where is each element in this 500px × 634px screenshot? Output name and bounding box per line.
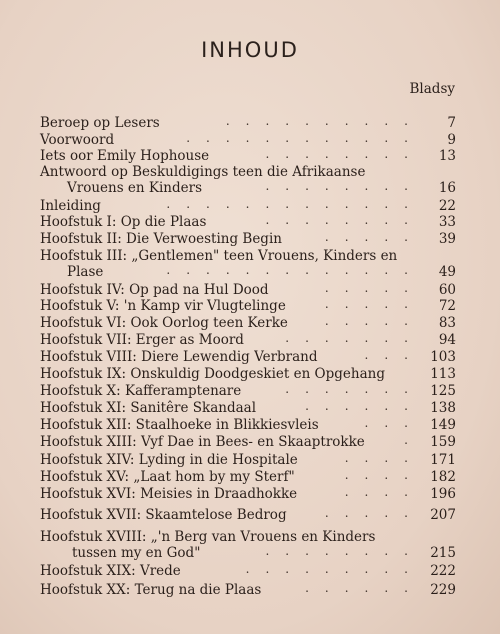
toc-entry-line — [40, 433, 456, 450]
toc-page-number: 103 — [430, 349, 456, 365]
dot-leader: ..... — [324, 314, 424, 328]
toc-entry — [40, 433, 456, 450]
toc-page-number: 16 — [438, 180, 456, 196]
dot-leader: .......... — [225, 114, 424, 128]
toc-entry — [40, 506, 456, 523]
dot-leader: ..... — [324, 281, 424, 295]
toc-entry-line — [40, 263, 456, 280]
dot-leader: ....... — [285, 382, 424, 396]
toc-page-number: 7 — [447, 115, 456, 131]
toc-entry-line — [40, 297, 456, 314]
dot-leader: ...... — [305, 581, 424, 595]
dot-leader: .... — [344, 451, 424, 465]
toc-entry-title: Hoofstuk XII: Staalhoeke in Blikkiesvleis — [40, 417, 319, 433]
toc-entry-line — [40, 544, 456, 561]
toc-entry-line — [40, 213, 456, 230]
toc-page-number: 207 — [430, 507, 456, 523]
dot-leader: . — [404, 433, 424, 447]
dot-leader: ... — [364, 416, 424, 430]
toc-entry-title: Hoofstuk XX: Terug na die Plaas — [40, 582, 262, 598]
toc-page-number: 229 — [430, 582, 456, 598]
toc-entry-title: Vrouens en Kinders — [67, 180, 203, 196]
toc-page-number: 113 — [430, 366, 456, 382]
toc-entry-title: tussen my en God" — [72, 545, 201, 561]
toc-entry-title: Hoofstuk VI: Ook Oorlog teen Kerke — [40, 315, 288, 331]
toc-entry-line — [40, 485, 456, 502]
toc-entry-title: Inleiding — [40, 198, 101, 214]
dot-leader: ...... — [305, 399, 424, 413]
toc-page-number: 182 — [430, 469, 456, 485]
toc-page-number: 171 — [430, 452, 456, 468]
dot-leader: ......... — [245, 562, 424, 576]
dot-leader: ........ — [265, 147, 424, 161]
toc-entry — [40, 485, 456, 502]
toc-page-number: 9 — [447, 132, 456, 148]
toc-page-number: 83 — [438, 315, 456, 331]
toc-entry-line — [40, 179, 456, 196]
toc-entry-title: Hoofstuk XVII: Skaamtelose Bedrog — [40, 507, 287, 523]
toc-entry-line — [40, 230, 456, 247]
toc-page-number: 94 — [438, 332, 456, 348]
page-title: INHOUD — [201, 38, 299, 62]
bladsy-column-header: Bladsy — [409, 81, 455, 97]
dot-leader: ........ — [265, 213, 424, 227]
toc-entry-title: Hoofstuk XV: „Laat hom by my Sterf" — [40, 469, 295, 485]
toc-entry — [40, 164, 456, 196]
toc-entry-title: Hoofstuk VIII: Diere Lewendig Verbrand — [40, 349, 318, 365]
toc-entry-title: Hoofstuk VII: Erger as Moord — [40, 332, 244, 348]
toc-entry — [40, 248, 456, 280]
dot-leader: ........ — [265, 544, 424, 558]
dot-leader: ............. — [166, 263, 424, 277]
toc-entry-line — [40, 382, 456, 399]
toc-page-number: 125 — [430, 383, 456, 399]
toc-page-number: 49 — [438, 264, 456, 280]
toc-entry-title: Hoofstuk IX: Onskuldig Doodgeskiet en Opgehang — [40, 366, 385, 382]
toc-page-number: 39 — [438, 231, 456, 247]
toc-entry-title: Hoofstuk I: Op die Plaas — [40, 214, 207, 230]
dot-leader: ........ — [265, 179, 424, 193]
toc-entry-title: Voorwoord — [40, 132, 115, 148]
toc-entry-line — [40, 451, 456, 468]
dot-leader: ....... — [285, 331, 424, 345]
toc-entry-title: Hoofstuk X: Kafferamptenare — [40, 383, 242, 399]
toc-page-number: 149 — [430, 417, 456, 433]
toc-entry — [40, 213, 456, 230]
toc-entry — [40, 399, 456, 416]
toc-entry — [40, 468, 456, 485]
toc-entry-line — [40, 348, 456, 365]
toc-entry — [40, 147, 456, 164]
toc-entry-line — [40, 562, 456, 579]
toc-entry-line — [40, 399, 456, 416]
toc-entry — [40, 314, 456, 331]
toc-entry-title: Beroep op Lesers — [40, 115, 160, 131]
toc-entry-title: Hoofstuk XIII: Vyf Dae in Bees- en Skaaptrokke — [40, 434, 365, 450]
toc-entry-title: Hoofstuk V: 'n Kamp vir Vlugtelinge — [40, 298, 286, 314]
toc-entry-line — [40, 366, 456, 382]
toc-entry-line — [40, 314, 456, 331]
toc-entry — [40, 451, 456, 468]
toc-page-number: 72 — [438, 298, 456, 314]
toc-entry — [40, 416, 456, 433]
toc-entry-title: Hoofstuk XI: Sanitêre Skandaal — [40, 400, 257, 416]
toc-entry-title: Plase — [67, 264, 104, 280]
toc-page-number: 215 — [430, 545, 456, 561]
toc-entry — [40, 114, 456, 131]
toc-entry-title: Hoofstuk XIV: Lyding in die Hospitale — [40, 452, 298, 468]
toc-entry-title: Hoofstuk IV: Op pad na Hul Dood — [40, 282, 269, 298]
dot-leader: ..... — [324, 297, 424, 311]
toc-entry — [40, 382, 456, 399]
toc-entry-line — [40, 331, 456, 348]
toc-entry-title: Hoofstuk II: Die Verwoesting Begin — [40, 231, 282, 247]
toc-page-number: 196 — [430, 486, 456, 502]
toc-entry — [40, 331, 456, 348]
dot-leader: ..... — [324, 230, 424, 244]
toc-entry-title: Hoofstuk III: „Gentlemen" teen Vrouens, Kinders en — [40, 248, 398, 264]
toc-page-number: 13 — [438, 148, 456, 164]
dot-leader: .... — [344, 485, 424, 499]
toc-entry — [40, 529, 456, 561]
toc-entry-title: Antwoord op Beskuldigings teen die Afrikaanse — [40, 164, 366, 180]
toc-entry — [40, 562, 456, 579]
toc-entry-title: Hoofstuk XVI: Meisies in Draadhokke — [40, 486, 298, 502]
toc-entry-line — [40, 114, 456, 131]
toc-page-number: 138 — [430, 400, 456, 416]
toc-entry — [40, 297, 456, 314]
toc-page-number: 33 — [438, 214, 456, 230]
dot-leader: ..... — [324, 506, 424, 520]
toc-entry-line — [40, 581, 456, 598]
toc-page-number: 222 — [430, 563, 456, 579]
toc-entry — [40, 230, 456, 247]
dot-leader: ............ — [186, 131, 424, 145]
dot-leader: ............. — [166, 197, 424, 211]
toc-entry-title: Hoofstuk XIX: Vrede — [40, 563, 181, 579]
toc-entry — [40, 581, 456, 598]
toc-entry — [40, 366, 456, 382]
toc-entry — [40, 348, 456, 365]
toc-entry-title: Iets oor Emily Hophouse — [40, 148, 210, 164]
toc-page-number: 159 — [430, 434, 456, 450]
toc-entry-line — [40, 468, 456, 485]
toc-page-number: 60 — [438, 282, 456, 298]
dot-leader: .... — [344, 468, 424, 482]
toc-entry-line — [40, 416, 456, 433]
toc-entry-line — [40, 506, 456, 523]
toc-entry-title: Hoofstuk XVIII: „'n Berg van Vrouens en Kinders — [40, 529, 376, 545]
toc-entry-line — [40, 147, 456, 164]
dot-leader: ... — [364, 348, 424, 362]
toc-page-number: 22 — [438, 198, 456, 214]
